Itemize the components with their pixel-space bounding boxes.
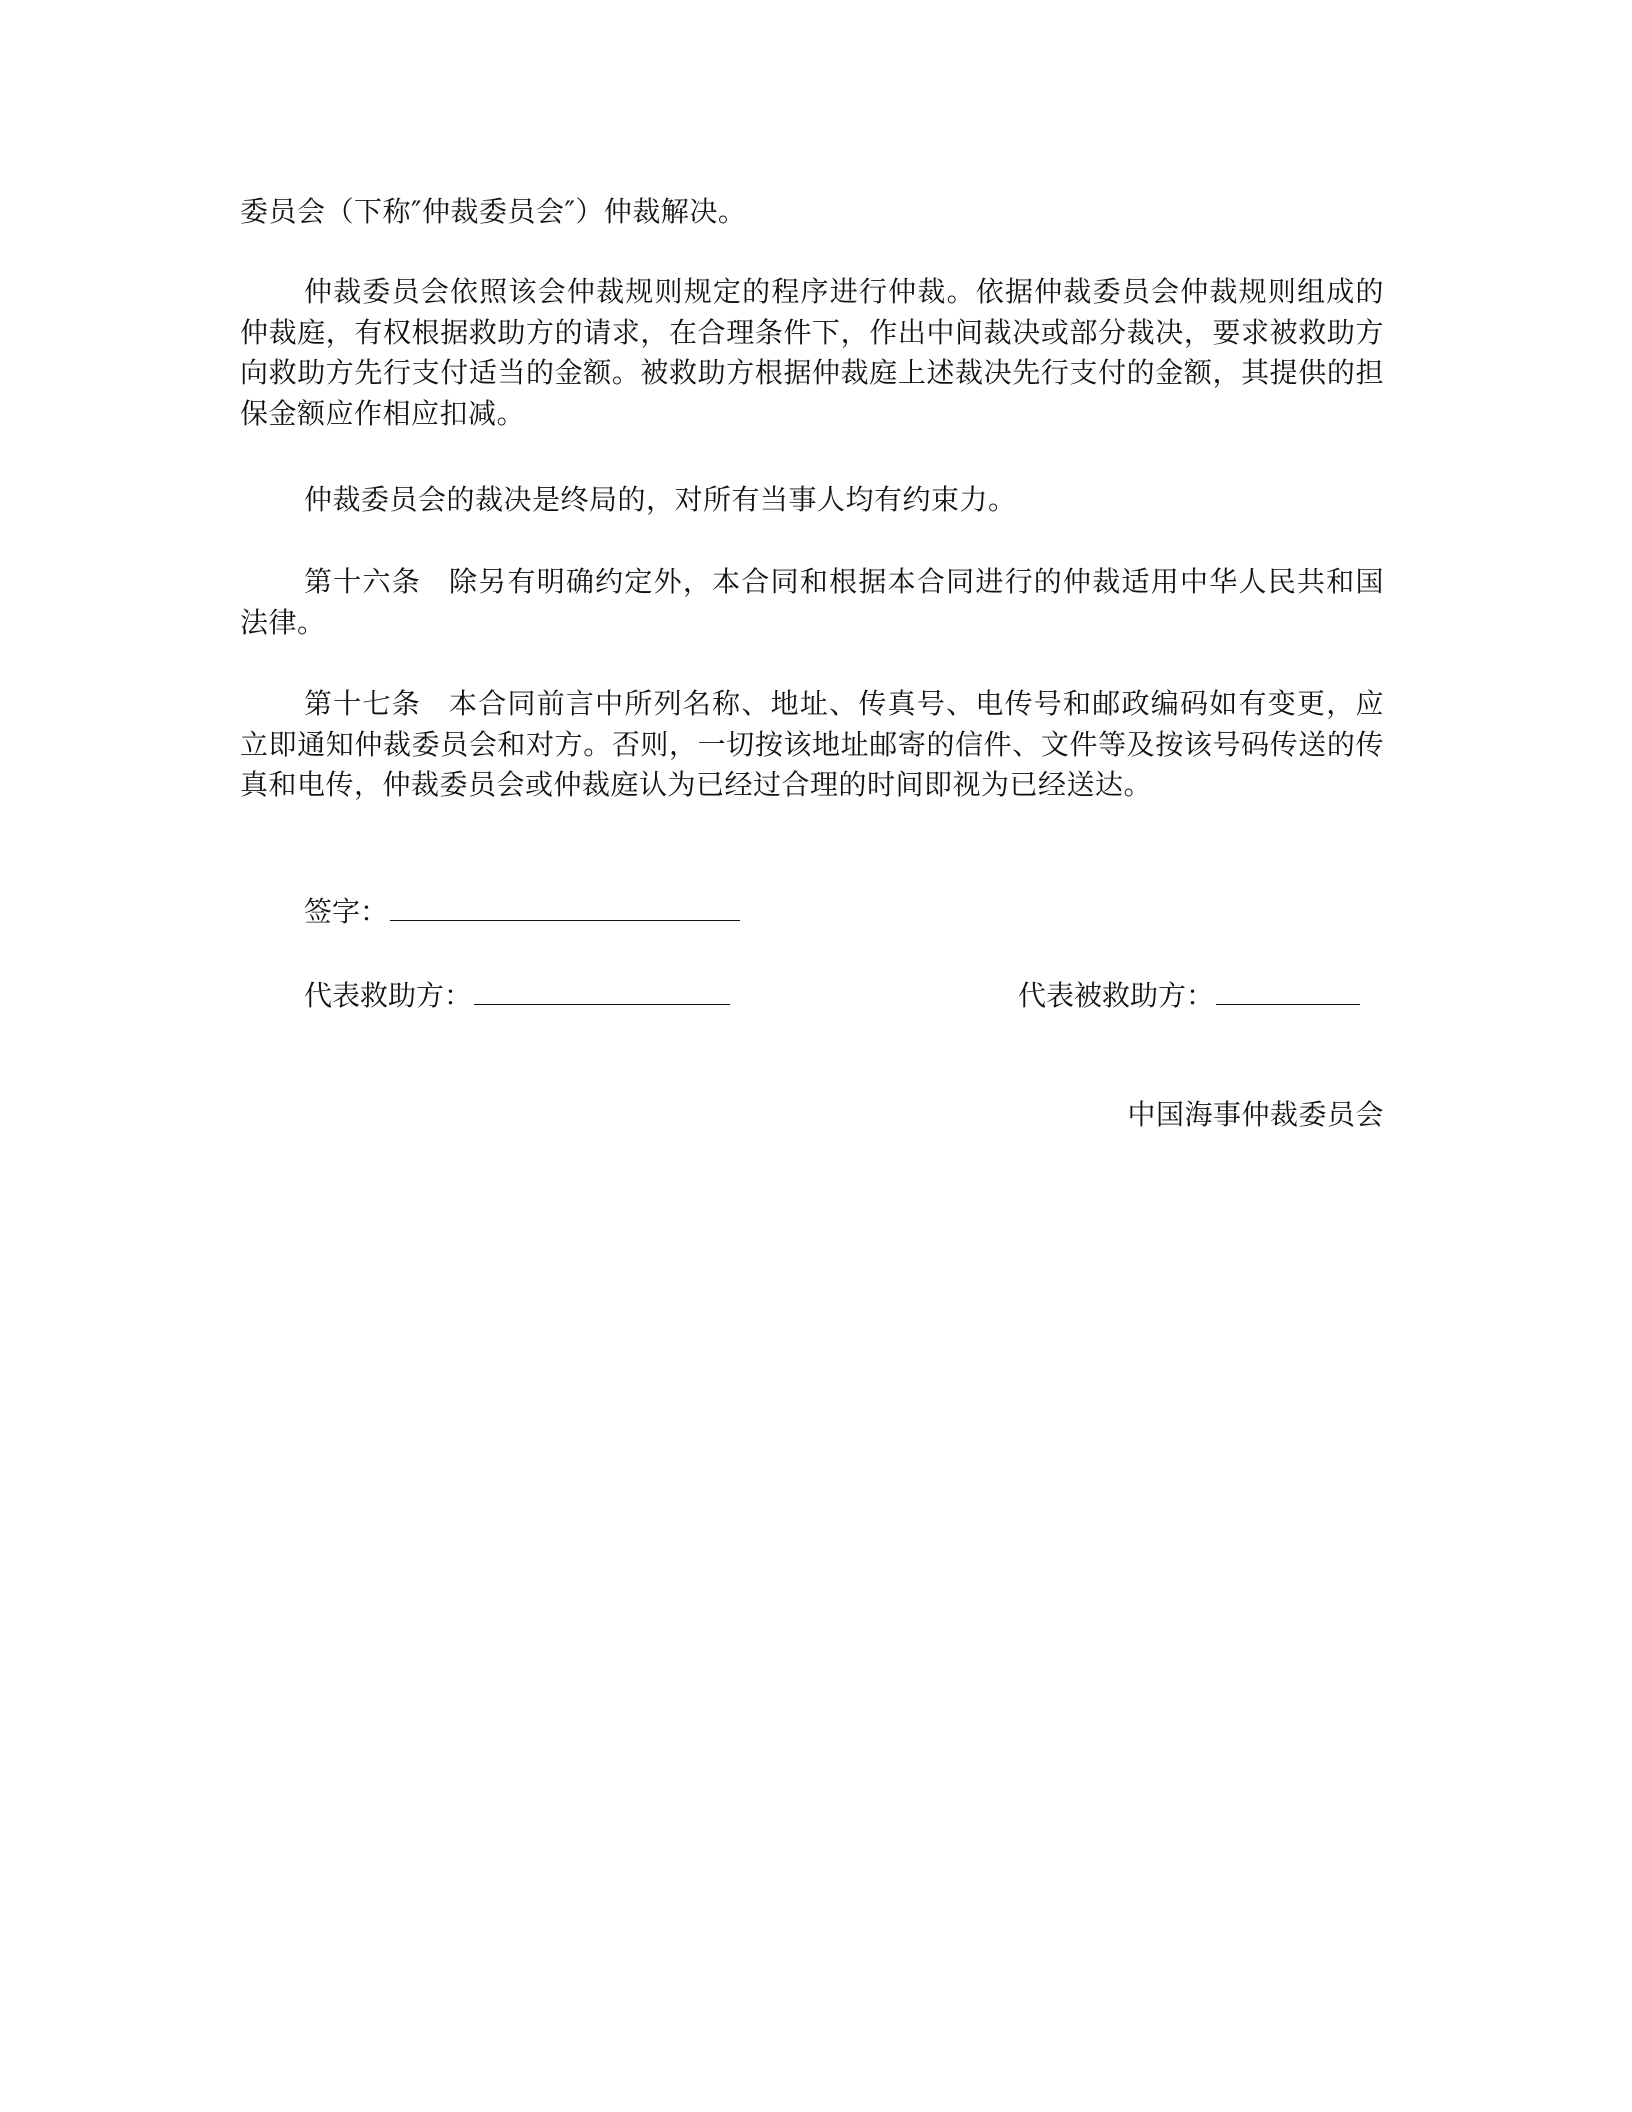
sign-label: 签字： xyxy=(304,895,389,928)
paragraph-arbitration-procedure: 仲裁委员会依照该会仲裁规则规定的程序进行仲裁。依据仲裁委员会仲裁规则组成的仲裁庭，有权根据救助方的请求，在合理条件下，作出中间裁决或部分裁决，要求被救助方向救助方先行支付适当的金额。被救助方根据仲裁庭上述裁决先行支付的金额，其提供的担保金额应作相应扣减。 xyxy=(240,275,1384,430)
paragraph-continuation: 委员会（下称″仲裁委员会″）仲裁解决。 xyxy=(240,195,747,228)
article-17-text: 本合同前言中所列名称、地址、传真号、电传号和邮政编码如有变更，应立即通知仲裁委员会和对方。否则，一切按该地址邮寄的信件、文件等及按该号码传送的传真和电传，仲裁委员会或仲裁庭认为已经过合理的时间即视为已经送达。 xyxy=(240,687,1384,801)
paragraph-award-final: 仲裁委员会的裁决是终局的，对所有当事人均有约束力。 xyxy=(304,483,1017,516)
salvor-label: 代表救助方： xyxy=(304,979,473,1012)
salvor-sign-line[interactable] xyxy=(474,982,730,1005)
signature-row xyxy=(304,892,740,932)
article-17 xyxy=(240,684,1384,806)
salvor-signature-row xyxy=(304,976,730,1016)
article-16-text: 除另有明确约定外，本合同和根据本合同进行的仲裁适用中华人民共和国法律。 xyxy=(240,565,1384,639)
article-16 xyxy=(240,562,1384,643)
sign-line[interactable] xyxy=(390,898,740,921)
article-16-number: 第十六条 xyxy=(304,565,421,598)
issuer-name: 中国海事仲裁委员会 xyxy=(1127,1098,1384,1131)
salvee-sign-line[interactable] xyxy=(1216,982,1360,1005)
salvee-signature-row xyxy=(1018,976,1360,1016)
salvee-label: 代表被救助方： xyxy=(1018,979,1215,1012)
article-17-number: 第十七条 xyxy=(304,687,421,720)
